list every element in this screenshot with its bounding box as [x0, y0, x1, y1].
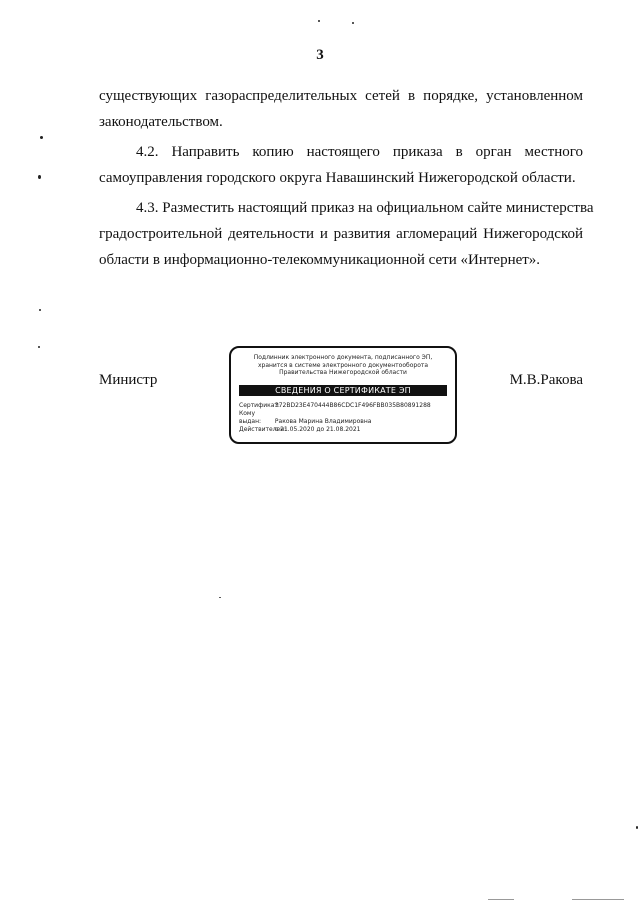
- stamp-certificate-info: [239, 402, 447, 434]
- validity-value: с 21.05.2020 до 21.08.2021: [274, 425, 361, 433]
- scan-speck: [219, 597, 221, 598]
- scan-speck: [40, 136, 43, 139]
- paragraph-4-2: [99, 139, 583, 191]
- scan-speck: [38, 346, 40, 348]
- text-line: самоуправления городского округа Навашинский Нижегородской области.: [99, 170, 576, 186]
- scan-speck: [636, 826, 638, 829]
- paragraph-4-3: [99, 195, 594, 273]
- stamp-header-line: хранится в системе электронного документооборота: [257, 361, 429, 369]
- text-line: законодательством.: [99, 114, 223, 130]
- scan-mark: [572, 899, 624, 900]
- scan-speck: [39, 309, 41, 311]
- validity-label: Действителен:: [239, 425, 287, 433]
- signatory-name: М.В.Ракова: [509, 372, 583, 388]
- certificate-row: [239, 402, 447, 410]
- signatory-position: Министр: [99, 372, 158, 388]
- issued-to-value: Ракова Марина Владимировна: [274, 417, 372, 425]
- scan-speck: [38, 175, 41, 179]
- issued-to-row: [239, 410, 447, 426]
- issued-to-label: Кому выдан:: [239, 409, 262, 425]
- text-line: области в информационно-телекоммуникационной сети «Интернет».: [99, 252, 541, 268]
- scan-speck: [318, 20, 320, 22]
- certificate-value: 372BD23E470444B86CDC1F496FBB035B80891288: [274, 401, 431, 409]
- scan-mark: [488, 899, 514, 900]
- text-line: 4.3. Разместить настоящий приказ на официальном сайте министерства: [136, 200, 594, 216]
- validity-row: [239, 426, 447, 434]
- page-number: 3: [316, 47, 324, 63]
- stamp-header-line: Подлинник электронного документа, подписанного ЭП,: [253, 354, 433, 361]
- electronic-signature-stamp: [229, 346, 457, 444]
- stamp-banner: СВЕДЕНИЯ О СЕРТИФИКАТЕ ЭП: [239, 385, 447, 396]
- certificate-label: Сертификат:: [239, 401, 280, 409]
- stamp-header-line: Правительства Нижегородской области: [279, 369, 407, 376]
- stamp-header: [231, 354, 455, 377]
- scan-speck: [352, 22, 354, 24]
- text-line: существующих газораспределительных сетей в порядке, установленном: [99, 88, 583, 104]
- text-line: градостроительной деятельности и развития агломераций Нижегородской: [99, 226, 583, 242]
- paragraph-continuation: [99, 83, 583, 135]
- text-line: 4.2. Направить копию настоящего приказа в орган местного: [136, 144, 583, 160]
